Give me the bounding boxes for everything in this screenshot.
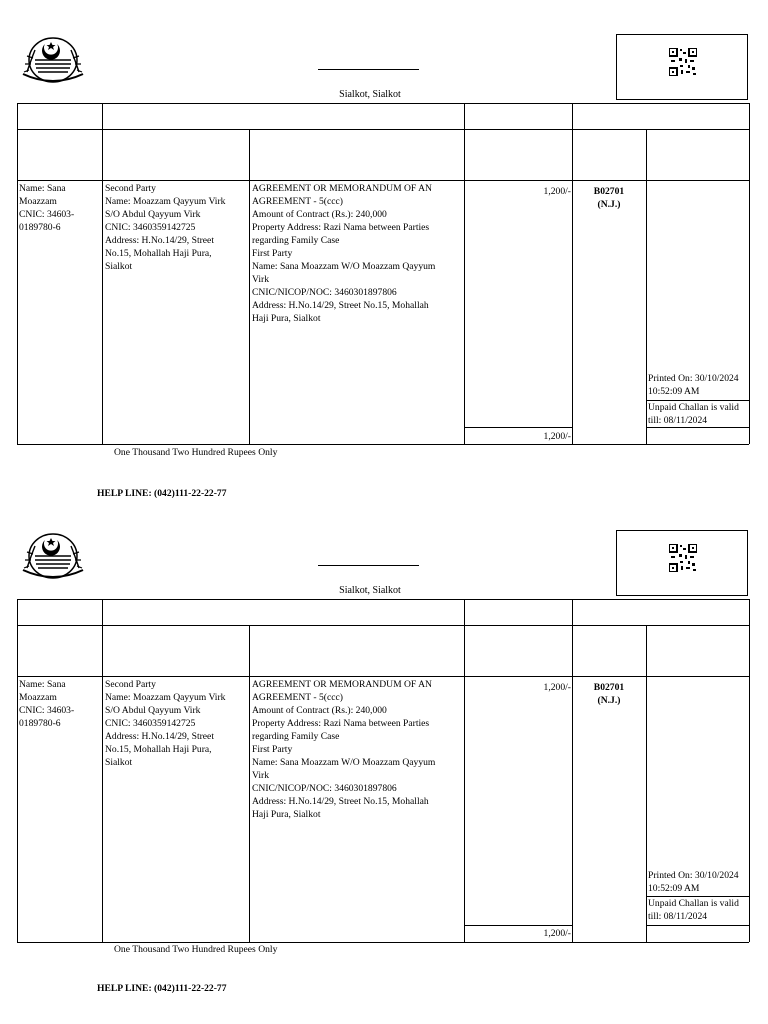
table-border bbox=[17, 599, 18, 942]
table-border bbox=[646, 925, 749, 926]
code-cell: B02701 (N.J.) bbox=[593, 682, 625, 706]
qr-box bbox=[616, 530, 748, 596]
challan-copy-2 bbox=[0, 496, 768, 996]
printed-on-cell: Printed On: 30/10/2024 10:52:09 AM bbox=[648, 373, 739, 397]
table-border bbox=[572, 599, 573, 942]
first-party-cell: Name: Sana Moazzam CNIC: 34603- 0189780-6 bbox=[19, 679, 75, 729]
table-border bbox=[17, 129, 749, 130]
table-border bbox=[17, 180, 749, 181]
code-cell: B02701 (N.J.) bbox=[593, 186, 625, 210]
valid-till-cell: Unpaid Challan is valid till: 08/11/2024 bbox=[648, 402, 739, 426]
amount-in-words: One Thousand Two Hundred Rupees Only bbox=[114, 447, 278, 458]
amount-in-words: One Thousand Two Hundred Rupees Only bbox=[114, 944, 278, 955]
valid-till-cell: Unpaid Challan is valid till: 08/11/2024 bbox=[648, 898, 739, 922]
table-border bbox=[17, 676, 749, 677]
first-party-cell: Name: Sana Moazzam CNIC: 34603- 0189780-6 bbox=[19, 183, 75, 233]
table-border bbox=[465, 427, 572, 428]
total-cell: 1,200/- bbox=[543, 928, 571, 939]
table-border bbox=[249, 129, 250, 444]
printed-on-cell: Printed On: 30/10/2024 10:52:09 AM bbox=[648, 870, 739, 894]
table-border bbox=[464, 103, 465, 444]
header-underline bbox=[318, 69, 419, 70]
second-party-cell: Second Party Name: Moazzam Qayyum Virk S/O Abdul Qayyum Virk CNIC: 3460359142725 Address: H.No.14/29, Street No.15, Mohallah Haji Pura, Sialkot bbox=[105, 679, 226, 768]
header-underline bbox=[318, 565, 419, 566]
table-border bbox=[17, 103, 749, 104]
table-border bbox=[102, 599, 103, 942]
helpline: HELP LINE: (042)111-22-22-77 bbox=[97, 983, 227, 994]
qr-code-icon bbox=[669, 544, 697, 572]
table-border bbox=[646, 129, 647, 444]
qr-code-icon bbox=[669, 48, 697, 76]
table-border bbox=[464, 599, 465, 942]
table-border bbox=[17, 599, 749, 600]
qr-box bbox=[616, 34, 748, 100]
amount-cell: 1,200/- bbox=[543, 186, 571, 197]
table-border bbox=[249, 625, 250, 942]
district-label: Sialkot, Sialkot bbox=[339, 585, 401, 596]
table-border bbox=[646, 427, 749, 428]
second-party-cell: Second Party Name: Moazzam Qayyum Virk S/O Abdul Qayyum Virk CNIC: 3460359142725 Address: H.No.14/29, Street No.15, Mohallah Haji Pura, Sialkot bbox=[105, 183, 226, 272]
table-border bbox=[17, 103, 18, 444]
punjab-emblem-logo bbox=[17, 30, 89, 88]
helpline: HELP LINE: (042)111-22-22-77 bbox=[97, 488, 227, 499]
table-border bbox=[749, 103, 750, 444]
amount-cell: 1,200/- bbox=[543, 682, 571, 693]
punjab-emblem-logo bbox=[17, 526, 89, 584]
table-border bbox=[102, 103, 103, 444]
table-border bbox=[17, 625, 749, 626]
description-cell: AGREEMENT OR MEMORANDUM OF AN AGREEMENT - 5(ccc) Amount of Contract (Rs.): 240,000 Property Address: Razi Nama between Parties regarding Family Case First Party Name: Sana Moazzam W/O Moazzam Qayyum Virk CNIC/NICOP/NOC: 3460301897806 Address: H.No.14/29, Street No.15, Mohallah Haji Pura, Sialkot bbox=[252, 679, 436, 820]
district-label: Sialkot, Sialkot bbox=[339, 89, 401, 100]
table-border bbox=[17, 444, 749, 445]
table-border bbox=[465, 925, 572, 926]
table-border bbox=[572, 103, 573, 444]
table-border bbox=[749, 599, 750, 942]
challan-copy-1 bbox=[0, 0, 768, 500]
table-border bbox=[646, 625, 647, 942]
total-cell: 1,200/- bbox=[543, 431, 571, 442]
description-cell: AGREEMENT OR MEMORANDUM OF AN AGREEMENT - 5(ccc) Amount of Contract (Rs.): 240,000 Property Address: Razi Nama between Parties regarding Family Case First Party Name: Sana Moazzam W/O Moazzam Qayyum Virk CNIC/NICOP/NOC: 3460301897806 Address: H.No.14/29, Street No.15, Mohallah Haji Pura, Sialkot bbox=[252, 183, 436, 324]
